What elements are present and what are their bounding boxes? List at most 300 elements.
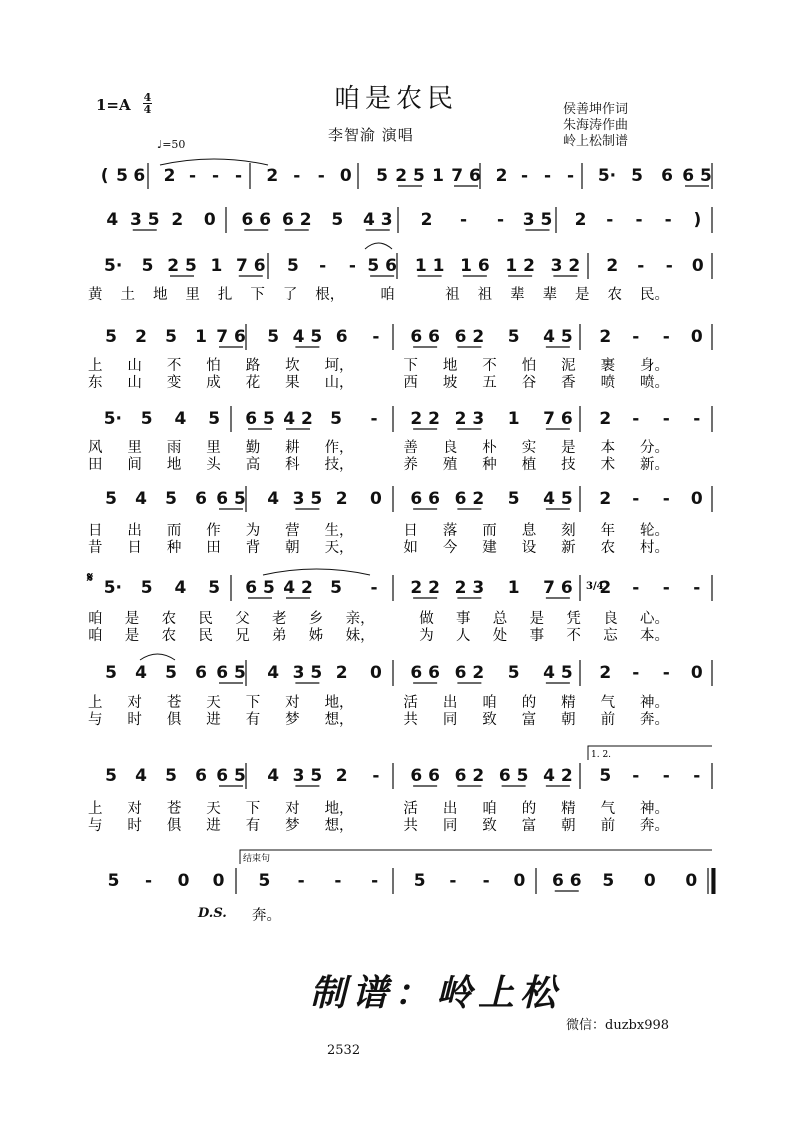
lyric-char: 神。 — [640, 801, 669, 817]
lyric-char: 地 — [166, 457, 182, 473]
note: 6 5 — [216, 766, 246, 786]
note: 0 — [369, 489, 382, 509]
lyric-char: 山 — [127, 375, 142, 391]
note: 5 — [602, 871, 615, 891]
lyric-char: 活 — [403, 695, 418, 711]
note: - — [370, 578, 378, 598]
note: 2 — [606, 256, 619, 276]
lyric-char: 进 — [206, 712, 221, 728]
lyric-char: 妹， — [345, 628, 375, 644]
note: 2 5 — [167, 256, 197, 276]
lyric-char: 日 — [403, 523, 418, 539]
lyric-char: 昔 — [88, 540, 103, 556]
lyric-char: 俱 — [166, 818, 182, 834]
note: 7 6 — [451, 166, 481, 186]
note: 5 — [267, 327, 280, 347]
note: - — [635, 210, 643, 230]
lyric-char: 事 — [529, 628, 545, 644]
note: 6 5 — [245, 578, 275, 598]
note: - — [543, 166, 552, 186]
note: 6 5 — [216, 489, 246, 509]
lyric-char: 咱 — [88, 628, 103, 644]
lyric-char: 里 — [127, 440, 142, 456]
lyric-char: 田 — [88, 457, 103, 473]
note: 2 — [163, 166, 176, 186]
lyric-char: 富 — [521, 712, 537, 728]
note: 6 2 — [454, 327, 485, 347]
lyric-char: 花 — [245, 375, 261, 391]
note: 2 — [266, 166, 279, 186]
note: 0 — [643, 871, 656, 891]
note: 2 3 — [454, 409, 485, 429]
note: 6 2 — [454, 766, 485, 786]
ending-bracket — [240, 850, 712, 864]
note: 4 5 — [543, 663, 573, 683]
lyric-char: 黄 — [88, 287, 103, 303]
lyric-char: 山， — [324, 375, 354, 391]
note: 5 — [631, 166, 643, 186]
note: 2 5 — [395, 166, 425, 186]
lyric-char: 新 — [561, 540, 576, 556]
lyric-char: 想， — [324, 712, 354, 728]
note: 3 5 — [292, 766, 323, 786]
lyric-char: 奔。 — [640, 818, 669, 834]
lyric-char: 精 — [561, 801, 576, 817]
lyric-char: 处 — [492, 628, 508, 644]
lyric-char: 与 — [88, 818, 103, 834]
note: 5 — [105, 489, 117, 509]
note: 5 — [140, 409, 153, 429]
lyric-char: 天 — [206, 695, 221, 711]
lyric-char: 新。 — [640, 457, 669, 473]
note: - — [449, 871, 457, 891]
note: - — [632, 489, 640, 509]
lyric-char: 出 — [442, 801, 458, 817]
lyric-char: 民。 — [640, 287, 669, 303]
note: 5 — [141, 256, 154, 276]
note: 4 — [267, 489, 280, 509]
note: 5 — [107, 871, 120, 891]
volta-label: 1. 2. — [591, 750, 612, 760]
lyric-char: 实 — [521, 440, 537, 456]
lyric-char: 神。 — [640, 695, 669, 711]
note: 2 — [335, 489, 348, 509]
lyric-char: 下 — [250, 287, 265, 303]
lyric-char: 朝 — [561, 818, 576, 834]
lyric-char: 奔。 — [640, 712, 669, 728]
note: - — [348, 256, 356, 276]
lyric-char: 日 — [88, 523, 103, 539]
lyric-char: 民 — [198, 611, 213, 627]
note: 6 — [195, 489, 207, 509]
lyric-char: 息 — [521, 523, 537, 539]
lyric-char: 殖 — [442, 457, 458, 473]
lyric-char: 民 — [198, 628, 213, 644]
lyric-char: 朝 — [561, 712, 576, 728]
lyric-char: 里 — [206, 440, 221, 456]
lyric-char: 技， — [324, 457, 354, 473]
lyric-char: 间 — [127, 457, 142, 473]
lyric-char: 辈 — [510, 287, 525, 303]
note: - — [297, 871, 305, 891]
note: 6 6 — [551, 871, 582, 891]
lyric-char: 有 — [245, 818, 261, 834]
lyric-char: 咱 — [482, 695, 497, 711]
note: 6 6 — [241, 210, 272, 230]
note: 5 — [105, 663, 117, 683]
note: 5· — [103, 409, 123, 429]
lyric-char: 同 — [442, 818, 458, 834]
lyric-char: 的 — [521, 695, 537, 711]
note: 2 — [599, 489, 612, 509]
note: 2 — [335, 663, 348, 683]
lyric-char: 有 — [245, 712, 261, 728]
note: 2 — [599, 663, 612, 683]
lyric-char: 山 — [127, 358, 142, 374]
note: 1 — [195, 327, 207, 347]
lyric-char: 坎 — [285, 358, 300, 374]
note: - — [632, 409, 640, 429]
note: 3 2 — [550, 256, 581, 276]
note: 2 — [495, 166, 508, 186]
note: 0 — [203, 210, 216, 230]
note: 5 — [413, 871, 426, 891]
note: - — [632, 766, 640, 786]
lyric-char: 本 — [600, 440, 616, 456]
note: 5 — [330, 578, 342, 598]
note: 6 — [335, 327, 348, 347]
note: - — [606, 210, 614, 230]
lyric-char: 根， — [315, 287, 345, 303]
lyric-char: 落 — [442, 523, 458, 539]
lyric-char: 共 — [403, 712, 418, 728]
lyric-char: 前 — [600, 818, 616, 834]
lyric-char: 人 — [456, 628, 471, 644]
lyric-char: 共 — [403, 818, 418, 834]
note: 6 6 — [410, 489, 440, 509]
note: 2 — [135, 327, 147, 347]
lyric-char: 养 — [403, 457, 418, 473]
lyric-char: 为 — [245, 523, 261, 539]
note: - — [372, 766, 380, 786]
lyric-char: 植 — [521, 457, 537, 473]
lyric-char: 老 — [272, 611, 287, 627]
lyricist-credit: 侯善坤作词 — [563, 102, 629, 117]
lyric-char: 想， — [324, 818, 354, 834]
lyric-char: 咱 — [88, 611, 103, 627]
note: 5 — [330, 409, 342, 429]
note: - — [370, 409, 378, 429]
lyric-char: 时 — [127, 712, 142, 728]
note: 6 2 — [454, 489, 485, 509]
note: 2 2 — [410, 578, 440, 598]
note: 7 6 — [236, 256, 266, 276]
lyric-char: 怕 — [521, 358, 537, 374]
note: - — [482, 871, 490, 891]
lyric-char: 姊 — [308, 628, 324, 644]
note: 6 6 — [410, 327, 440, 347]
lyric-char: 农 — [161, 628, 177, 644]
lyric-char: 下 — [245, 695, 261, 711]
note: 5 — [105, 327, 117, 347]
note: 1 6 — [460, 256, 490, 276]
note: 5 — [165, 663, 177, 683]
lyric-char: 俱 — [166, 712, 182, 728]
note: 0 — [339, 166, 352, 186]
note: - — [371, 871, 379, 891]
lyric-char: 耕 — [285, 440, 300, 456]
lyric-char: 与 — [88, 712, 103, 728]
note: 7 6 — [543, 409, 573, 429]
note: 5 — [376, 166, 388, 186]
lyric-char: 而 — [166, 523, 182, 539]
lyric-char: 良 — [442, 440, 458, 456]
note: 0 — [691, 256, 704, 276]
lyric-char: 风 — [88, 440, 103, 456]
note: 3 5 — [129, 210, 160, 230]
lyric-char: 是 — [561, 440, 576, 456]
note: 6 — [195, 663, 207, 683]
slur-arc — [365, 243, 392, 249]
note: 5 6 — [367, 256, 397, 276]
lyric-char: 地 — [152, 287, 168, 303]
note: - — [496, 210, 505, 230]
lyric-char: 朝 — [285, 540, 300, 556]
note: 2 3 — [454, 578, 485, 598]
lyric-char: 村。 — [640, 540, 669, 556]
lyric-char: 五 — [482, 375, 497, 391]
lyric-char: 的 — [521, 801, 537, 817]
wechat-contact: 微信：duzbx998 — [566, 1018, 670, 1033]
composer-credit: 朱海涛作曲 — [563, 118, 629, 133]
lyric-char: 气 — [600, 801, 616, 817]
note: 4 — [267, 766, 280, 786]
note: 4 — [135, 766, 147, 786]
lyric-char: 年 — [600, 523, 616, 539]
lyric-char: 刻 — [561, 523, 576, 539]
note: 5 — [165, 489, 177, 509]
note: 6 — [661, 166, 673, 186]
note: 5 — [208, 409, 221, 429]
note: 4 2 — [543, 766, 573, 786]
note: 5 — [507, 663, 520, 683]
note: - — [144, 871, 153, 891]
note: 5 — [116, 166, 128, 186]
note: 6 6 — [410, 766, 440, 786]
note: 0 — [369, 663, 382, 683]
lyric-char: 良 — [603, 611, 618, 627]
lyric-char: 时 — [127, 818, 142, 834]
lyric-char: 奔。 — [252, 908, 281, 924]
page-number: 2532 — [327, 1043, 361, 1058]
lyric-char: 不 — [482, 358, 497, 374]
lyric-char: 而 — [482, 523, 497, 539]
lyric-char: 农 — [607, 287, 623, 303]
lyric-char: 农 — [161, 611, 177, 627]
lyric-char: 上 — [88, 801, 103, 817]
key-signature: 1=A — [96, 96, 131, 114]
lyric-char: 地 — [442, 358, 458, 374]
note: - — [188, 166, 197, 186]
note: 0 — [177, 871, 190, 891]
note: 3 5 — [522, 210, 553, 230]
lyric-char: 是 — [124, 628, 140, 644]
note: - — [211, 166, 220, 186]
note: - — [662, 327, 670, 347]
note: 0 — [685, 871, 698, 891]
note: 6 6 — [410, 663, 440, 683]
note: 1 — [507, 409, 520, 429]
note: - — [632, 578, 640, 598]
lyric-char: 梦 — [285, 818, 300, 834]
note: 2 2 — [410, 409, 440, 429]
note: - — [693, 578, 701, 598]
note: - — [662, 663, 670, 683]
lyric-char: 裹 — [600, 358, 616, 374]
lyric-char: 精 — [561, 695, 576, 711]
slur-arc — [140, 654, 175, 660]
lyric-char: 弟 — [272, 628, 287, 644]
lyric-char: 朴 — [482, 440, 497, 456]
note: 4 2 — [283, 578, 313, 598]
lyric-char: 咱 — [380, 287, 395, 303]
note: 6 2 — [281, 210, 312, 230]
lyric-char: 是 — [529, 611, 545, 627]
lyric-char: 营 — [285, 523, 300, 539]
lyric-char: 祖 — [477, 287, 493, 303]
time-signature-bottom: 4 — [143, 103, 152, 116]
note: 4 5 — [543, 327, 573, 347]
lyric-char: 怕 — [206, 358, 221, 374]
lyric-char: 田 — [206, 540, 221, 556]
note: - — [664, 210, 672, 230]
note: 0 — [513, 871, 526, 891]
note: - — [632, 663, 640, 683]
lyric-char: 香 — [561, 375, 576, 391]
lyric-char: 上 — [88, 695, 103, 711]
slur-arc — [160, 159, 268, 165]
lyric-char: 出 — [127, 523, 142, 539]
lyric-char: 事 — [456, 611, 471, 627]
lyric-char: 对 — [127, 695, 142, 711]
note: 0 — [690, 489, 703, 509]
lyric-char: 谷 — [521, 375, 537, 391]
lyric-char: 下 — [245, 801, 261, 817]
note: 5 — [165, 327, 177, 347]
note: - — [632, 327, 640, 347]
lyric-char: 喷 — [600, 375, 616, 391]
lyric-char: 不 — [166, 358, 182, 374]
note: - — [293, 166, 301, 186]
lyric-char: 天 — [206, 801, 221, 817]
song-title: 咱是农民 — [333, 84, 458, 114]
note: 6 5 — [682, 166, 712, 186]
lyric-char: 父 — [235, 611, 250, 627]
note: 7 6 — [216, 327, 246, 347]
lyric-char: 是 — [575, 287, 590, 303]
note: 4 — [106, 210, 119, 230]
lyric-char: 西 — [403, 375, 418, 391]
lyric-char: 泥 — [561, 358, 576, 374]
note: - — [520, 166, 529, 186]
lyric-char: 技 — [561, 457, 576, 473]
lyric-char: 路 — [245, 358, 261, 374]
lyric-char: 不 — [566, 628, 581, 644]
lyric-char: 科 — [285, 457, 300, 473]
lyric-char: 生， — [324, 523, 354, 539]
note: 5 — [286, 256, 299, 276]
note: 6 — [133, 166, 146, 186]
lyric-char: 地， — [324, 801, 354, 817]
note: - — [234, 166, 243, 186]
lyric-char: 出 — [442, 695, 458, 711]
lyric-char: 农 — [600, 540, 616, 556]
note: 6 5 — [216, 663, 246, 683]
note: 4 5 — [292, 327, 323, 347]
lyric-char: 致 — [482, 818, 497, 834]
lyric-char: 如 — [403, 540, 418, 556]
lyric-char: 心。 — [640, 611, 669, 627]
note: 5 — [331, 210, 344, 230]
lyric-char: 祖 — [445, 287, 460, 303]
lyric-char: 总 — [492, 611, 508, 627]
lyric-char: 成 — [206, 375, 221, 391]
note: - — [319, 256, 327, 276]
lyric-char: 种 — [166, 540, 182, 556]
lyric-char: 背 — [245, 540, 261, 556]
note: 5 — [105, 766, 117, 786]
lyric-char: 分。 — [640, 440, 669, 456]
time-signature-top: 4 — [143, 91, 152, 104]
note: - — [693, 409, 701, 429]
note: 0 — [212, 871, 225, 891]
lyric-char: 轮。 — [640, 523, 669, 539]
lyric-char: 雨 — [166, 440, 182, 456]
note: 5· — [103, 578, 123, 598]
note: 5 — [165, 766, 177, 786]
note: 5· — [597, 166, 617, 186]
lyric-char: 凭 — [566, 611, 581, 627]
lyric-char: 苍 — [166, 801, 182, 817]
lyric-char: 身。 — [640, 358, 669, 374]
note: - — [372, 327, 380, 347]
note: 7 6 — [543, 578, 573, 598]
lyric-char: 乡 — [308, 611, 324, 627]
note: 5· — [104, 256, 123, 276]
ending-label: 结束句 — [243, 854, 271, 864]
lyric-char: 辈 — [542, 287, 558, 303]
note: - — [662, 766, 670, 786]
lyric-char: 地， — [324, 695, 354, 711]
lyric-char: 苍 — [166, 695, 182, 711]
lyric-char: 勤 — [245, 440, 261, 456]
note: - — [637, 256, 645, 276]
lyric-char: 扎 — [217, 287, 233, 303]
lyric-char: 今 — [442, 540, 458, 556]
singer-credit: 李智渝 演唱 — [328, 126, 414, 144]
note: 0 — [690, 663, 703, 683]
note: 2 — [574, 210, 587, 230]
note: 3 5 — [292, 663, 323, 683]
lyric-char: 东 — [88, 375, 103, 391]
note: ) — [693, 210, 702, 230]
lyric-char: 变 — [166, 375, 182, 391]
note: 2 — [599, 578, 612, 598]
note: 2 — [599, 409, 612, 429]
lyric-char: 喷。 — [640, 375, 669, 391]
lyric-char: 为 — [419, 628, 434, 644]
lyric-char: 对 — [127, 801, 142, 817]
